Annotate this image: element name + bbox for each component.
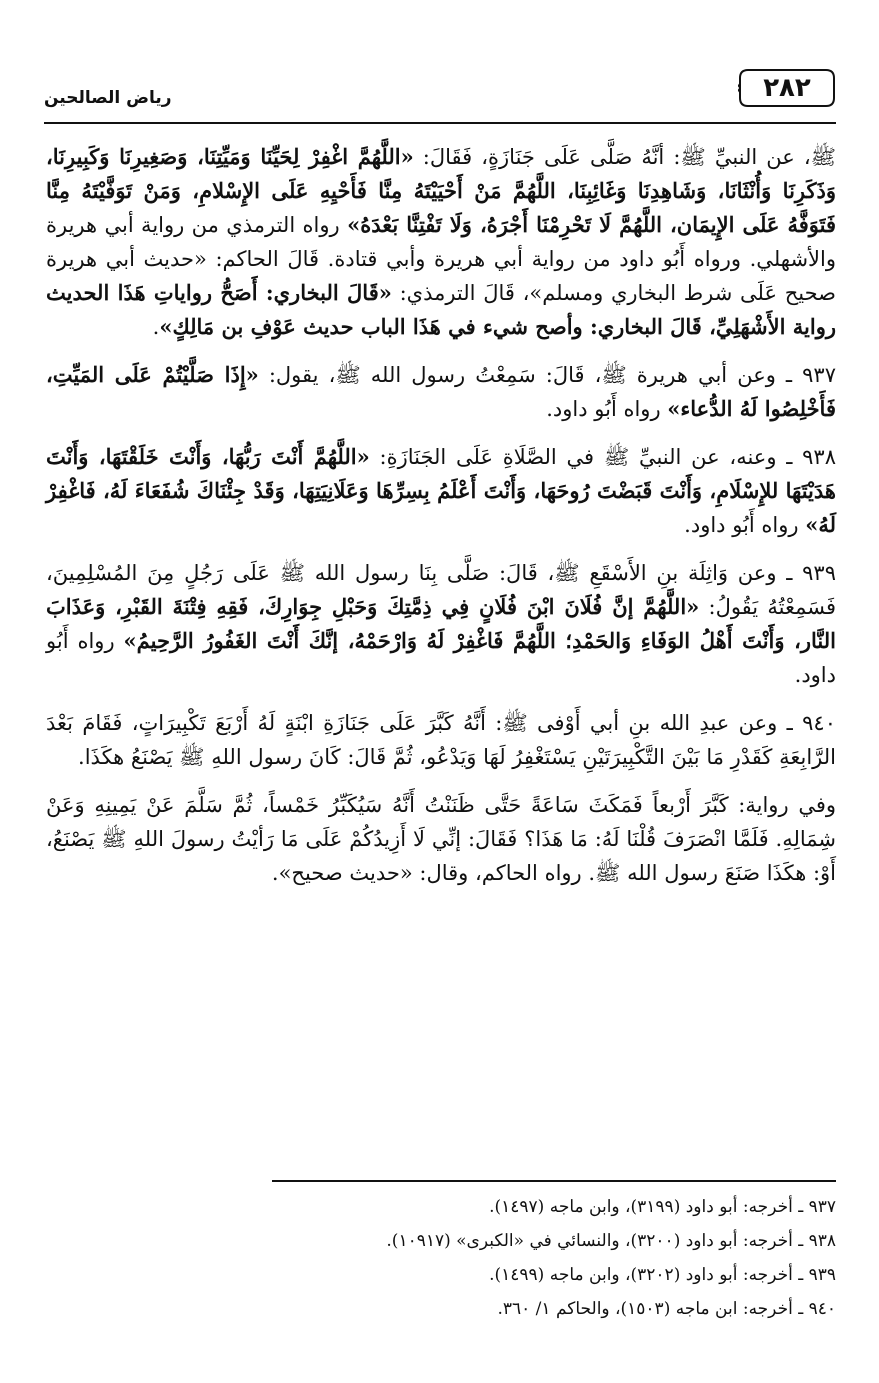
- narration-text: رواه أَبُو داود.: [46, 629, 836, 687]
- quoted-supplication: «اللَّهُمَّ اغْفِرْ لِحَيِّنَا وَمَيِّتِنَا، وَصَغِيرِنَا وَكَبِيرِنَا، وَذَكَرِنَا وَأُنْثَانَا، وَشَاهِدِنَا وَغَائِبِنَا، اللَّهُمَّ مَنْ أَحْيَيْتَهُ مِنَّا فَأَحْيِهِ عَلَى الإِسْلامِ، وَمَنْ تَوَفَّيْتَهُ مِنَّا فَتَوَفَّهُ عَلَى الإِيمَان، اللَّهُمَّ لَا تَحْرِمْنَا أَجْرَهُ، وَلَا تَفْتِنَّا بَعْدَهُ»: [46, 144, 836, 237]
- book-title: رياض الصالحين: [44, 88, 172, 108]
- hadith-paragraph: [46, 788, 836, 890]
- footnote-line: ٩٣٧ ـ أخرجه: أبو داود (٣١٩٩)، وابن ماجه (١٤٩٧).: [489, 1197, 836, 1217]
- main-text: [46, 140, 836, 904]
- footnote-divider: [272, 1180, 836, 1182]
- footnote-line: ٩٣٩ ـ أخرجه: أبو داود (٣٢٠٢)، وابن ماجه (١٤٩٩).: [489, 1265, 836, 1285]
- footnote-line: ٩٤٠ ـ أخرجه: ابن ماجه (١٥٠٣)، والحاكم ١/ ٣٦٠.: [497, 1299, 836, 1319]
- footnote-line: ٩٣٨ ـ أخرجه: أبو داود (٣٢٠٠)، والنسائي في «الكبرى» (١٠٩١٧).: [386, 1231, 836, 1251]
- narration-text: ٩٣٩ ـ وعن وَاثِلَة بنِ الأَسْقَعِ ﷺ، قَالَ: صَلَّى بِنَا رسول الله ﷺ عَلَى رَجُلٍ مِنَ المُسْلِمِينَ، فَسَمِعْتُهُ يَقُولُ:: [46, 561, 837, 619]
- hadith-paragraph: [46, 440, 836, 542]
- page-number-frame: [738, 68, 836, 108]
- narration-text: رواه أَبُو داود.: [546, 397, 668, 421]
- narration-text: ﷺ، عن النبيِّ ﷺ: أنَّهُ صَلَّى عَلَى جَنَازَةٍ، فَقَالَ:: [413, 145, 837, 169]
- narration-text: وفي رواية: كَبَّرَ أَرْبعاً فَمَكَثَ سَاعَةً حَتَّى ظَنَنْتُ أَنَّهُ سَيُكَبِّرُ خَمْساً، ثُمَّ سَلَّمَ عَنْ يَمِينِهِ وَعَنْ شِمَالِهِ. فَلَمَّا انْصَرَفَ قُلْنَا لَهُ: مَا هَذَا؟ فَقَالَ: إنِّي لَا أَزِيدُكُمْ عَلَى مَا رَأيْتُ رسولَ اللهِ ﷺ يَصْنَعُ، أَوْ: هكَذَا صَنَعَ رسول الله ﷺ. رواه الحاكم، وقال: «حديث صحيح».: [46, 793, 836, 885]
- footnotes: [46, 1190, 836, 1326]
- quoted-supplication: «اللَّهُمَّ إنَّ فُلَانَ ابْنَ فُلَانٍ فِي ذِمَّتِكَ وَحَبْلِ جِوَارِكَ، فَقِهِ فِتْنَةَ القَبْرِ، وَعَذَابَ النَّار، وَأَنْتَ أَهْلُ الوَفَاءِ وَالحَمْدِ؛ اللَّهُمَّ فَاغْفِرْ لَهُ وَارْحَمْهُ، إنَّكَ أَنْتَ الغَفُورُ الرَّحِيمُ»: [46, 594, 836, 653]
- quoted-supplication: «قَالَ البخاري: أَصَحُّ رواياتِ هَذَا الحديث رواية الأَشْهَلِيِّ، قَالَ البخاري: وأصح شيء في هَذَا الباب حديث عَوْفِ بن مَالِكٍ»: [46, 280, 836, 339]
- quoted-supplication: «إِذَا صَلَّيْتُمْ عَلَى المَيِّتِ، فَأَخْلِصُوا لَهُ الدُّعاء»: [46, 362, 836, 421]
- narration-text: ٩٣٧ ـ وعن أبي هريرة ﷺ، قَالَ: سَمِعْتُ رسول الله ﷺ، يقول:: [258, 363, 836, 387]
- page-number: ٢٨٢: [763, 73, 811, 103]
- page-header: [44, 58, 836, 126]
- narration-text: ٩٣٨ ـ وعنه، عن النبيِّ ﷺ في الصَّلَاةِ عَلَى الجَنَازَةِ:: [369, 445, 836, 469]
- hadith-paragraph: [46, 140, 836, 344]
- hadith-paragraph: [46, 706, 836, 774]
- header-divider: [44, 122, 836, 124]
- narration-text: رواه الترمذي من رواية أبي هريرة والأشهلي. ورواه أَبُو داود من رواية أبي هريرة وأبي قتادة. قَالَ الحاكم: «حديث أبي هريرة صحيح عَلَى شرط البخاري ومسلم»، قَالَ الترمذي:: [46, 213, 836, 305]
- quoted-supplication: «اللَّهُمَّ أَنْتَ رَبُّهَا، وَأَنْتَ خَلَقْتَهَا، وَأَنْتَ هَدَيْتَهَا للإِسْلَامِ، وَأَنْتَ قَبَضْتَ رُوحَهَا، وَأَنْتَ أَعْلَمُ بِسِرِّهَا وَعَلَانِيَتِهَا، وَقَدْ جِئْنَاكَ شُفَعَاءَ لَهُ، فَاغْفِرْ لَهُ»: [46, 444, 836, 537]
- narration-text: رواه أَبُو داود.: [684, 513, 806, 537]
- narration-text: .: [152, 315, 160, 339]
- hadith-paragraph: [46, 358, 836, 426]
- narration-text: ٩٤٠ ـ وعن عبدِ الله بنِ أبي أَوْفى ﷺ: أَنَّهُ كَبَّرَ عَلَى جَنَازَةِ ابْنَةٍ لَهُ أَرْبَعَ تَكْبِيرَاتٍ، فَقَامَ بَعْدَ الرَّابِعَةِ كَقَدْرِ مَا بَيْنَ التَّكْبِيرَتَيْنِ يَسْتَغْفِرُ لَهَا وَيَدْعُو، ثُمَّ قَالَ: كَانَ رسول اللهِ ﷺ يَصْنَعُ هكَذَا.: [46, 711, 836, 769]
- hadith-paragraph: [46, 556, 836, 692]
